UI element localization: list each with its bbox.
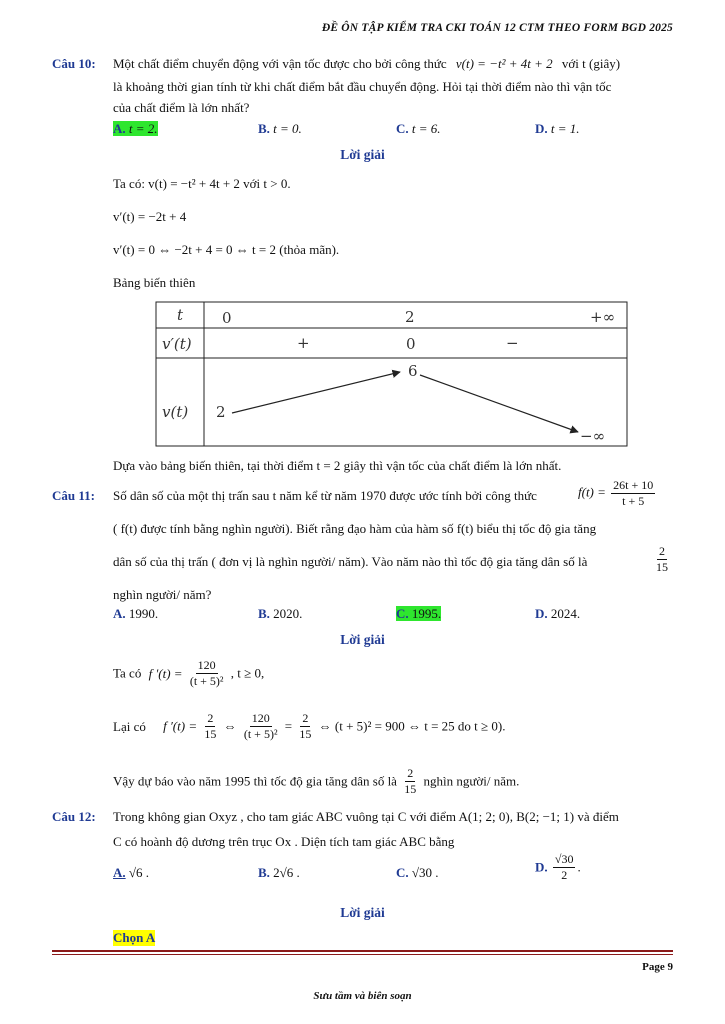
- q12-line2: C có hoành độ dương trên trục Ox . Diện tích tam giác ABC bằng: [113, 834, 455, 849]
- q12-chosen-answer: Chọn A: [113, 930, 156, 945]
- q11-option-b[interactable]: [258, 606, 302, 622]
- v-start: 2: [216, 403, 226, 421]
- q11-concl-den: 15: [404, 782, 417, 796]
- q11-conclusion: [113, 766, 519, 797]
- q11-sol1-den: (t + 5)²: [189, 674, 224, 688]
- q11-option-a[interactable]: [113, 606, 158, 622]
- q11-concl-post: nghìn người/ năm.: [423, 773, 520, 789]
- q11-sol2-f2-num: 120: [251, 711, 270, 725]
- q12-option-b[interactable]: [258, 865, 300, 881]
- q10-line3: của chất điểm là lớn nhất?: [113, 100, 250, 115]
- q10-solution-line1: Ta có: v(t) = −t² + 4t + 2 với t > 0.: [113, 176, 291, 191]
- q11-option-a-key: A.: [113, 606, 126, 621]
- q11-sol2-lhs: f ′(t) =: [163, 718, 198, 734]
- footer-text: Sưu tầm và biên soạn: [313, 990, 412, 1002]
- q11-option-b-value: 2020.: [273, 606, 303, 621]
- q10-line2: là khoảng thời gian tính từ khi chất điểm bắt đầu chuyển động. Hỏi tại thời điểm nào thì vận tốc: [113, 79, 612, 94]
- q11-line1: Số dân số của một thị trấn sau t năm kể từ năm 1970 được ước tính bởi công thức: [113, 488, 537, 503]
- q11-sol2-f1-num: 2: [207, 711, 214, 725]
- q12-solution-title: Lời giải: [340, 905, 385, 920]
- q11-formula-lhs: f(t) =: [578, 484, 606, 500]
- q11-solution-title: Lời giải: [340, 632, 385, 647]
- q12-option-b-value: 2√6 .: [273, 865, 300, 880]
- q11-formula-den: t + 5: [622, 494, 645, 508]
- q11-option-d[interactable]: [535, 606, 580, 622]
- q11-concl-pre: Vậy dự báo vào năm 1995 thì tốc độ gia tăng dân số là: [113, 773, 397, 789]
- q11-line2: ( f(t) được tính bằng nghìn người). Biết rằng đạo hàm của hàm số f(t) biểu thị tốc độ gia tăng: [113, 521, 597, 536]
- q10-table-title: Bảng biến thiên: [113, 275, 196, 290]
- q11-option-d-key: D.: [535, 606, 548, 621]
- q11-sol1-post: , t ≥ 0,: [230, 665, 265, 681]
- q10-conclusion: Dựa vào bảng biến thiên, tại thời điểm t = 2 giây thì vận tốc của chất điểm là lớn nhất.: [113, 458, 562, 473]
- q11-formula-fraction: [611, 478, 655, 509]
- q10-option-b-key: B.: [258, 121, 270, 136]
- q11-sol2-f3-den: 15: [299, 727, 312, 741]
- q11-sol2-f3-num: 2: [302, 711, 309, 725]
- sign-minus: −: [506, 334, 519, 352]
- q10-line1a: Một chất điểm chuyển động với vận tốc được cho bởi công thức: [113, 56, 447, 71]
- q11-solution-line2: [113, 711, 506, 742]
- q11-sol2-f2-den: (t + 5)²: [243, 727, 278, 741]
- q10-line1b: với t (giây): [561, 56, 621, 71]
- q11-option-c[interactable]: [396, 606, 441, 622]
- q11-rate-den: 15: [656, 560, 668, 574]
- q11-formula-num: 26t + 10: [613, 478, 654, 492]
- q10-solution-line2: v′(t) = −2t + 4: [113, 209, 187, 224]
- q11-sol1-lhs: f ′(t) =: [148, 665, 183, 681]
- v-end: −∞: [580, 427, 606, 445]
- q12-option-a-value: √6 .: [128, 865, 150, 880]
- sign-plus: +: [297, 334, 310, 352]
- q10-line1: [113, 56, 620, 72]
- q11-sol2-eq2: =: [284, 718, 293, 734]
- row-v-label: v(t): [162, 403, 189, 421]
- q11-sol1-pre: Ta có: [113, 665, 142, 681]
- arrow-decreasing: [420, 375, 578, 432]
- q10-option-d-value: t = 1.: [550, 121, 580, 136]
- q11-sol2-eq: ⇔: [223, 718, 237, 734]
- q11-rate-fraction: [652, 544, 672, 575]
- q10-option-c-key: C.: [396, 121, 409, 136]
- q12-option-a-key: A.: [113, 865, 126, 880]
- q10-solution-line3: v′(t) = 0 ⇔ −2t + 4 = 0 ⇔ t = 2 (thỏa mãn).: [113, 242, 340, 257]
- q10-option-a-value: t = 2.: [128, 121, 158, 136]
- page-header: ĐỀ ÔN TẬP KIỂM TRA CKI TOÁN 12 CTM THEO FORM BGD 2025: [321, 22, 673, 34]
- page-number: Page 9: [642, 961, 673, 973]
- q12-line1: Trong không gian Oxyz , cho tam giác ABC vuông tại C với điểm A(1; 2; 0), B(2; −1; 1) và điểm: [113, 809, 619, 824]
- q10-option-c-value: t = 6.: [411, 121, 441, 136]
- q11-sol2-post: ⇔ (t + 5)² = 900 ⇔ t = 25 do t ≥ 0).: [318, 718, 506, 734]
- q10-option-d[interactable]: [535, 121, 580, 137]
- q11-sol2-pre: Lại có: [113, 718, 146, 734]
- row-t-label: t: [177, 306, 184, 324]
- q11-concl-num: 2: [407, 766, 414, 780]
- q11-line3: dân số của thị trấn ( đơn vị là nghìn người/ năm). Vào năm nào thì tốc độ gia tăng dân số là: [113, 554, 588, 569]
- q11-option-c-value: 1995.: [411, 606, 442, 621]
- q11-option-b-key: B.: [258, 606, 270, 621]
- v-max: 6: [408, 362, 418, 380]
- q12-option-c-key: C.: [396, 865, 409, 880]
- q11-sol1-num: 120: [197, 658, 216, 672]
- q12-option-b-key: B.: [258, 865, 270, 880]
- question-12-label: Câu 12:: [52, 809, 96, 824]
- q10-option-a[interactable]: [113, 121, 158, 137]
- q12-option-a[interactable]: [113, 865, 149, 881]
- q12-option-d-den: 2: [561, 868, 568, 882]
- q12-option-c-value: √30 .: [411, 865, 439, 880]
- q10-solution-title: Lời giải: [340, 147, 385, 162]
- t-two: 2: [405, 308, 415, 326]
- q12-option-d-post: .: [577, 859, 581, 875]
- q11-solution-line1: [113, 658, 264, 689]
- arrow-increasing: [232, 372, 400, 413]
- q10-option-a-key: A.: [113, 121, 126, 136]
- q12-option-d-key: D.: [535, 859, 548, 875]
- q10-option-b-value: t = 0.: [273, 121, 302, 136]
- q11-rate-num: 2: [659, 544, 665, 558]
- footer-rule-thick: [52, 950, 673, 952]
- q10-formula: v(t) = −t² + 4t + 2: [455, 56, 553, 71]
- sign-zero: 0: [406, 335, 416, 353]
- question-10-label: Câu 10:: [52, 56, 96, 71]
- q11-option-d-value: 2024.: [550, 606, 581, 621]
- row-vprime-label: v′(t): [162, 335, 192, 353]
- t-zero: 0: [222, 309, 232, 327]
- q11-formula: [578, 478, 657, 509]
- q10-option-d-key: D.: [535, 121, 548, 136]
- q11-option-a-value: 1990.: [128, 606, 159, 621]
- q11-line4: nghìn người/ năm?: [113, 587, 212, 602]
- q12-option-c[interactable]: [396, 865, 439, 881]
- q10-option-c[interactable]: [396, 121, 441, 137]
- t-inf: +∞: [590, 308, 616, 326]
- q12-option-d[interactable]: [535, 852, 581, 883]
- q12-option-d-num: √30: [554, 852, 574, 866]
- footer-rule-thin: [52, 954, 673, 955]
- q11-option-c-key: C.: [396, 606, 409, 621]
- q10-option-b[interactable]: [258, 121, 302, 137]
- variation-table: [150, 296, 630, 450]
- q11-sol2-f1-den: 15: [204, 727, 217, 741]
- question-11-label: Câu 11:: [52, 488, 95, 503]
